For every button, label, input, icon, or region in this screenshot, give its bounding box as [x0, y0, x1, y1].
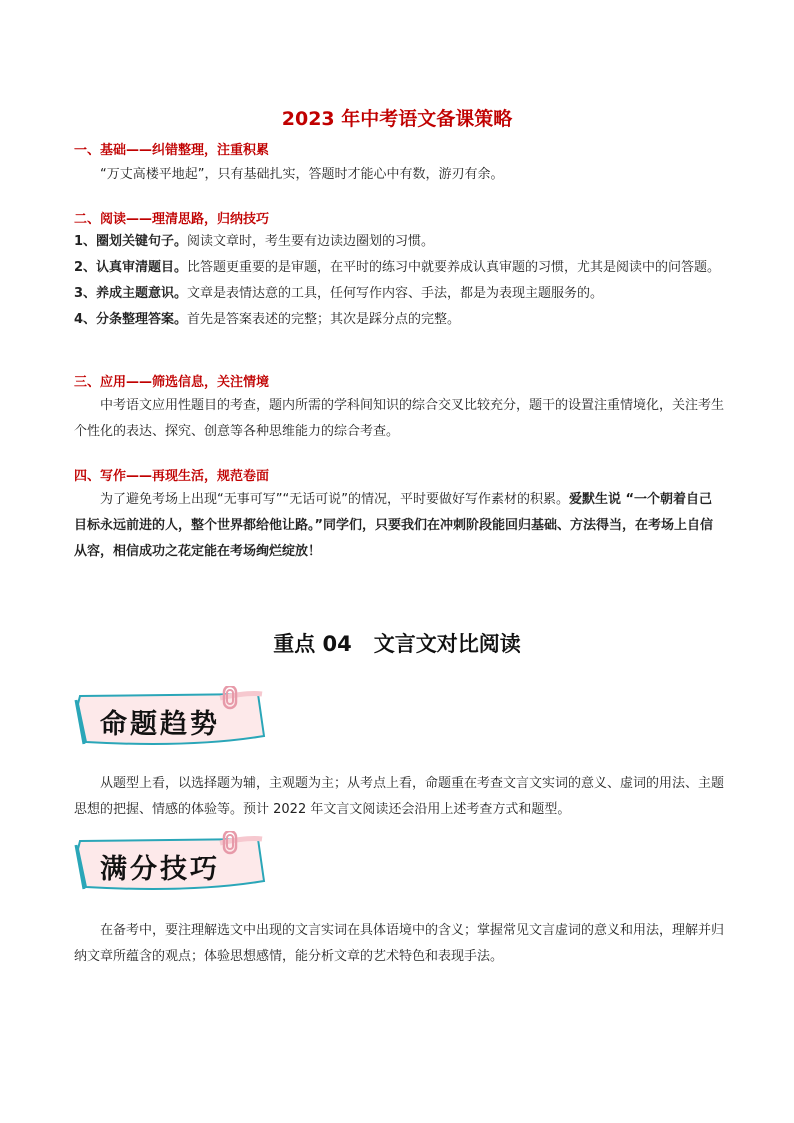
list-item	[74, 255, 724, 281]
skills-banner-label: 满分技巧	[100, 854, 220, 885]
focus-label: 重点 04	[273, 632, 352, 656]
list-item-text: 比答题更重要的是审题，在平时的练习中就要养成认真审题的习惯，尤其是阅读中的问答题。	[187, 260, 721, 275]
section-2-heading: 二、阅读——理清思路，归纳技巧	[74, 212, 270, 227]
list-item-text: 文章是表情达意的工具，任何写作内容、手法，都是为表现主题服务的。	[187, 286, 604, 301]
skills-text: 在备考中，要注理解选文中出现的文言实词在具体语境中的含义；掌握常见文言虚词的意义和用法，理解并归纳文章所蕴含的观点；体验思想感情，能分析文章的艺术特色和表现手法。	[74, 923, 725, 964]
section-4-text-bold: 爱默生说 “一个朝着自己目标永远前进的人，整个世界都给他让路。”同学们，只要我们在冲刺阶段能回归基础、方法得当，在考场上自信从容，相信成功之花定能在考场绚烂绽放！	[74, 492, 714, 559]
list-item	[74, 307, 724, 333]
section-4-text-plain: 为了避免考场上出现“无事可写”“无话可说”的情况，平时要做好写作素材的积累。	[100, 492, 569, 507]
list-item-text: 首先是答案表述的完整；其次是踩分点的完整。	[187, 312, 461, 327]
focus-heading	[0, 628, 794, 658]
section-1-text: “万丈高楼平地起”，只有基础扎实，答题时才能心中有数，游刃有余。	[100, 167, 504, 182]
document-title: 2023 年中考语文备课策略	[281, 108, 513, 130]
section-3-heading: 三、应用——筛选信息，关注情境	[74, 375, 270, 390]
trend-banner	[72, 686, 272, 752]
list-item-text: 阅读文章时，考生要有边读边圈划的习惯。	[187, 234, 435, 249]
list-item-lead: 1、圈划关键句子。	[74, 234, 188, 249]
section-2-list	[74, 229, 724, 333]
list-item-lead: 2、认真审清题目。	[74, 260, 188, 275]
list-item-lead: 4、分条整理答案。	[74, 312, 188, 327]
trend-text: 从题型上看，以选择题为辅，主观题为主；从考点上看，命题重在考查文言文实词的意义、虚词的用法、主题思想的把握、情感的体验等。预计 2022 年文言文阅读还会沿用上述考查方式和题型。	[74, 776, 725, 817]
list-item	[74, 229, 724, 255]
trend-banner-label: 命题趋势	[100, 709, 220, 740]
section-1-heading: 一、基础——纠错整理，注重积累	[74, 143, 270, 158]
section-3-text: 中考语文应用性题目的考查，题内所需的学科间知识的综合交叉比较充分，题干的设置注重情境化，关注考生个性化的表达、探究、创意等各种思维能力的综合考查。	[74, 398, 725, 439]
list-item	[74, 281, 724, 307]
section-4-heading: 四、写作——再现生活，规范卷面	[74, 469, 270, 484]
list-item-lead: 3、养成主题意识。	[74, 286, 188, 301]
focus-topic: 文言文对比阅读	[373, 632, 521, 656]
skills-banner	[72, 831, 272, 897]
section-4-text	[74, 487, 724, 565]
